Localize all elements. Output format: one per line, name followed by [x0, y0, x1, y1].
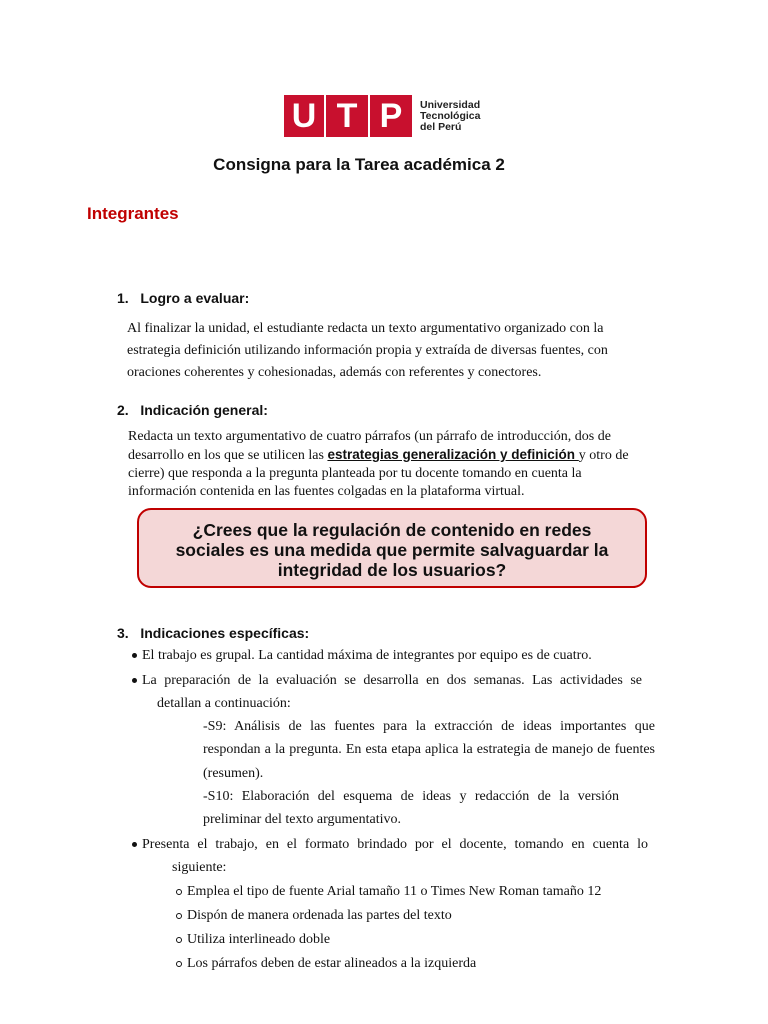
section2-line: información contenida en las fuentes colgadas en la plataforma virtual. [128, 484, 525, 499]
logo-line-3: del Perú [420, 120, 462, 133]
bullet-continuation: detallan a continuación: [157, 696, 291, 711]
s10-line: preliminar del texto argumentativo. [203, 812, 402, 827]
section2-heading: 2. Indicación general: [117, 402, 268, 418]
logo-letter-t: T [326, 95, 368, 137]
sub-bullet-item [176, 884, 601, 900]
question-line: ¿Crees que la regulación de contenido en redes [192, 520, 592, 540]
section1-line: estrategia definición utilizando información propia y extraída de diversas fuentes, con [127, 343, 608, 358]
integrantes-heading: Integrantes [87, 204, 179, 223]
sub-bullet-circle-icon [176, 913, 182, 919]
question-line: sociales es una medida que permite salvaguardar la [175, 540, 609, 560]
section1-heading: 1. Logro a evaluar: [117, 290, 250, 306]
s9-line: respondan a la pregunta. En esta etapa aplica la estrategia de manejo de fuentes [203, 742, 655, 757]
sub-bullet-text: Utiliza interlineado doble [187, 932, 331, 947]
s9-line: (resumen). [203, 766, 264, 781]
question-box [137, 508, 647, 588]
bullet-item [132, 837, 648, 853]
sub-bullet-circle-icon [176, 889, 182, 895]
bullet-text: La preparación de la evaluación se desarrolla en dos semanas. Las actividades se [142, 673, 642, 688]
bullet-text: El trabajo es grupal. La cantidad máxima de integrantes por equipo es de cuatro. [142, 648, 592, 663]
bullet-text: Presenta el trabajo, en el formato brindado por el docente, tomando en cuenta lo [142, 837, 648, 852]
section2-line: Redacta un texto argumentativo de cuatro párrafos (un párrafo de introducción, dos de [128, 429, 611, 444]
question-text [139, 520, 645, 580]
bullet-dot-icon [132, 653, 137, 658]
bullet-item [132, 648, 652, 664]
strategies-highlight: estrategias generalización y definición [327, 447, 579, 462]
sub-bullet-item [176, 956, 476, 972]
sub-bullet-circle-icon [176, 937, 182, 943]
sub-bullet-text: Emplea el tipo de fuente Arial tamaño 11 o Times New Roman tamaño 12 [187, 884, 602, 899]
sub-bullet-item [176, 908, 452, 924]
utp-logo [284, 95, 480, 137]
section2-line2-post: y otro de [578, 448, 629, 463]
logo-line-2: Tecnológica [420, 109, 481, 122]
sub-bullet-text: Los párrafos deben de estar alineados a la izquierda [187, 956, 477, 971]
section2-line: cierre) que responda a la pregunta planteada por tu docente tomando en cuenta la [128, 466, 582, 481]
logo-line-1: Universidad [420, 98, 481, 111]
document-title: Consigna para la Tarea académica 2 [213, 155, 505, 174]
logo-letter-p: P [370, 95, 412, 137]
section1-body [127, 318, 647, 384]
sub-bullet-circle-icon [176, 961, 182, 967]
section2-body [128, 428, 658, 501]
bullet-continuation: siguiente: [172, 860, 227, 875]
bullet-dot-icon [132, 842, 137, 847]
sub-bullet-item [176, 932, 330, 948]
section2-line2-pre: desarrollo en los que se utilicen las [128, 448, 328, 463]
section2-line [128, 446, 658, 465]
s9-line: -S9: Análisis de las fuentes para la extracción de ideas importantes que [203, 719, 655, 734]
logo-letters [284, 95, 414, 137]
bullet-dot-icon [132, 678, 137, 683]
s10-line: -S10: Elaboración del esquema de ideas y redacción de la versión [203, 789, 619, 804]
section1-line: oraciones coherentes y cohesionadas, además con referentes y conectores. [127, 365, 542, 380]
bullet-item [132, 673, 642, 689]
sub-bullet-text: Dispón de manera ordenada las partes del texto [187, 908, 452, 923]
section3-heading: 3. Indicaciones específicas: [117, 625, 310, 641]
section1-line: Al finalizar la unidad, el estudiante redacta un texto argumentativo organizado con la [127, 321, 604, 336]
question-line: integridad de los usuarios? [277, 560, 507, 580]
logo-letter-u: U [284, 95, 324, 137]
logo-university-name [420, 100, 480, 133]
